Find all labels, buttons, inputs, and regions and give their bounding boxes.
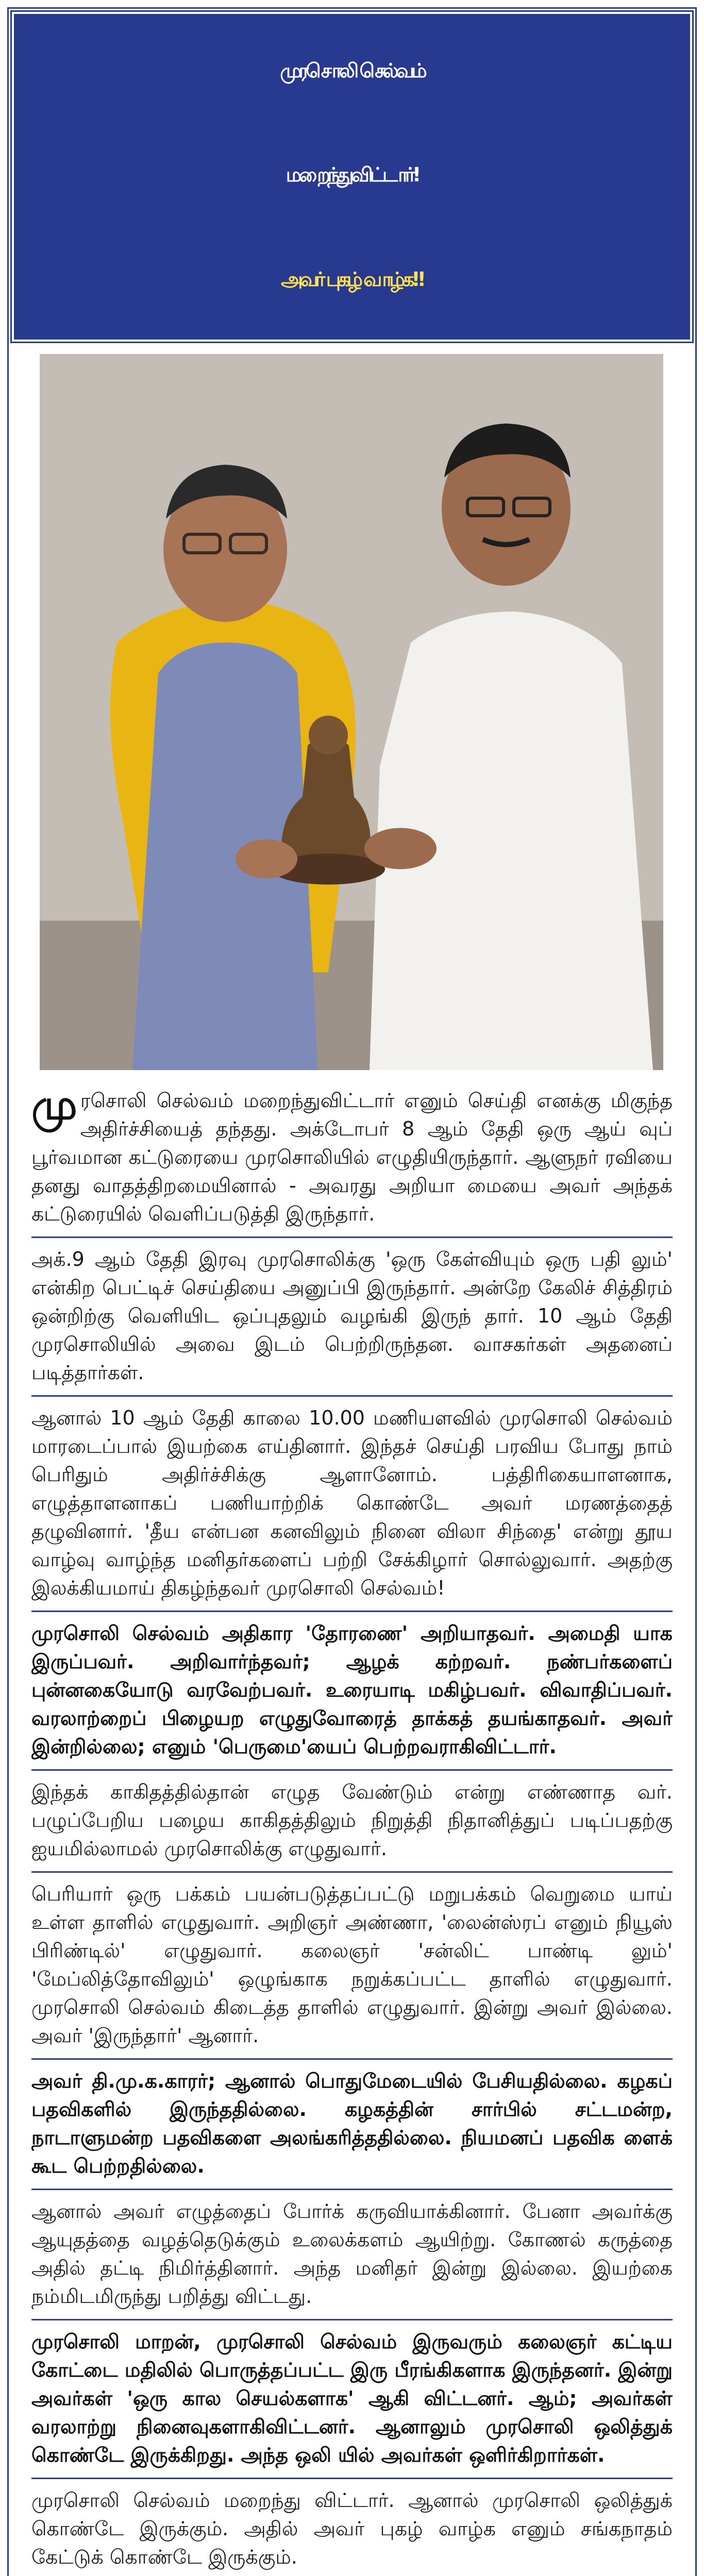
article-paragraph-1: [31, 1079, 673, 1238]
article-paragraph-7: அவர் தி.மு.க.காரர்; ஆனால் பொதுமேடையில் பேசியதில்லை. கழகப் பதவிகளில் இருந்ததில்லை. கழகத்தின் சார்பில் சட்டமன்ற, நாடாளுமன்ற பதவிகளை அலங்கரித்ததில்லை. நியமனப் பதவிக ளைக் கூட பெற்றதில்லை.: [31, 2060, 673, 2190]
paragraph-text: ரசொலி செல்வம் மறைந்துவிட்டார் எனும் செய்தி எனக்கு மிகுந்த அதிர்ச்சியைத் தந்தது. அக்டோபர் 8 ஆம் தேதி ஒரு ஆய் வுப் பூர்வமான கட்டுரையை முரசொலியில் எழுதியிருந்தார். ஆளுநர் ரவியை தனது வாதத்திறமையினால் - அவரது அறியா மையை அவர் அந்தக் கட்டுரையில் வெளிப்படுத்தி இருந்தார்.: [31, 1089, 673, 1225]
page-frame: [7, 7, 697, 2576]
headline-banner: [12, 12, 692, 342]
article-paragraph-9: முரசொலி மாறன், முரசொலி செல்வம் இருவரும் கலைஞர் கட்டிய கோட்டை மதிலில் பொருத்தப்பட்ட இரு பீரங்கிகளாக இருந்தனர். இன்று அவர்கள் 'ஒரு கால செயல்களாக' ஆகி விட்டனர். ஆம்; அவர்கள் வரலாற்று நினைவுகளாகிவிட்டனர். ஆனாலும் முரசொலி ஒலித்துக் கொண்டே இருக்கிறது. அந்த ஒலி யில் அவர்கள் ஒளிர்கிறார்கள்.: [31, 2320, 673, 2479]
article-paragraph-3: ஆனால் 10 ஆம் தேதி காலை 10.00 மணியளவில் முரசொலி செல்வம் மாரடைப்பால் இயற்கை எய்தினார். இந்தச் செய்தி பரவிய போது நாம் பெரிதும் அதிர்ச்சிக்கு ஆளானோம். பத்திரிகையாளனாக, எழுத்தாளனாகப் பணியாற்றிக் கொண்டே அவர் மரணத்தைத் தழுவினார். 'தீய என்பன கனவிலும் நினை விலா சிந்தை' என்று தூய வாழ்வு வாழ்ந்த மனிதர்களைப் பற்றி சேக்கிழார் சொல்லுவார். அதற்கு இலக்கியமாய் திகழ்ந்தவர் முரசொலி செல்வம்!: [31, 1397, 673, 1612]
article-paragraph-5: இந்தக் காகிதத்தில்தான் எழுத வேண்டும் என்று எண்ணாத வர். பழுப்பேறிய பழைய காகிதத்திலும் நிறுத்தி நிதானித்துப் படிப்பதற்கு ஐயமில்லாமல் முரசொலிக்கு எழுதுவார்.: [31, 1771, 673, 1873]
article-paragraph-10: முரசொலி செல்வம் மறைந்து விட்டார். ஆனால் முரசொலி ஒலித்துக் கொண்டே இருக்கும். அதில் அவர் புகழ் வாழ்க எனும் சங்கநாதம் கேட்டுக் கொண்டே இருக்கும்.: [31, 2489, 673, 2568]
article-paragraph-6: பெரியார் ஒரு பக்கம் பயன்படுத்தப்பட்டு மறுபக்கம் வெறுமை யாய் உள்ள தாளில் எழுதுவார். அறிஞர் அண்ணா, 'லைன்ஸ்ரப் எனும் நியூஸ் பிரிண்டில்' எழுதுவார். கலைஞர் 'சன்லிட் பாண்டி லும்' 'மேப்லித்தோவிலும்' ஒழுங்காக நறுக்கப்பட்ட தாளில் எழுதுவார். முரசொலி செல்வம் கிடைத்த தாளில் எழுதுவார். இன்று அவர் இல்லை. அவர் 'இருந்தார்' ஆனார்.: [31, 1873, 673, 2060]
article-body: [31, 1079, 673, 2576]
article-paragraph-8: ஆனால் அவர் எழுத்தைப் போர்க் கருவியாக்கினார். பேனா அவர்க்கு ஆயுதத்தை வழத்தெடுக்கும் உலைக்களம் ஆயிற்று. கோணல் கருத்தை அதில் தட்டி நிமிர்த்தினார். அந்த மனிதர் இன்று இல்லை. இயற்கை நம்மிடமிருந்து பறித்து விட்டது.: [31, 2190, 673, 2320]
article-paragraph-4: முரசொலி செல்வம் அதிகார 'தோரணை' அறியாதவர். அமைதி யாக இருப்பவர். அறிவார்ந்தவர்; ஆழக் கற்றவர். நண்பர்களைப் புன்னகையோடு வரவேற்பவர். உரையாடி மகிழ்பவர். விவாதிப்பவர். வரலாற்றைப் பிழையற எழுதுவோரைத் தாக்கத் தயங்காதவர். அவர் இன்றில்லை; எனும் 'பெருமை'யைப் பெற்றவராகிவிட்டார்.: [31, 1612, 673, 1771]
headline-line-2: மறைந்துவிட்டார்!: [286, 163, 418, 186]
headline-line-3: அவர் புகழ் வாழ்க!!: [281, 268, 423, 291]
photo-illustration: [40, 354, 663, 1070]
news-photo: [40, 354, 663, 1070]
headline-line-1: முரசொலி செல்வம்: [280, 59, 424, 82]
article-paragraph-2: அக்.9 ஆம் தேதி இரவு முரசொலிக்கு 'ஒரு கேள்வியும் ஒரு பதி லும்' என்கிற பெட்டிச் செய்தியை அனுப்பி இருந்தார். அன்றே கேலிச் சித்திரம் ஒன்றிற்கு வெளியிட ஒப்புதலும் வழங்கி இருந் தார். 10 ஆம் தேதி முரசொலியில் அவை இடம் பெற்றிருந்தன. வாசகர்கள் அதனைப் படித்தார்கள்.: [31, 1238, 673, 1397]
drop-cap: மு: [31, 1081, 77, 1129]
